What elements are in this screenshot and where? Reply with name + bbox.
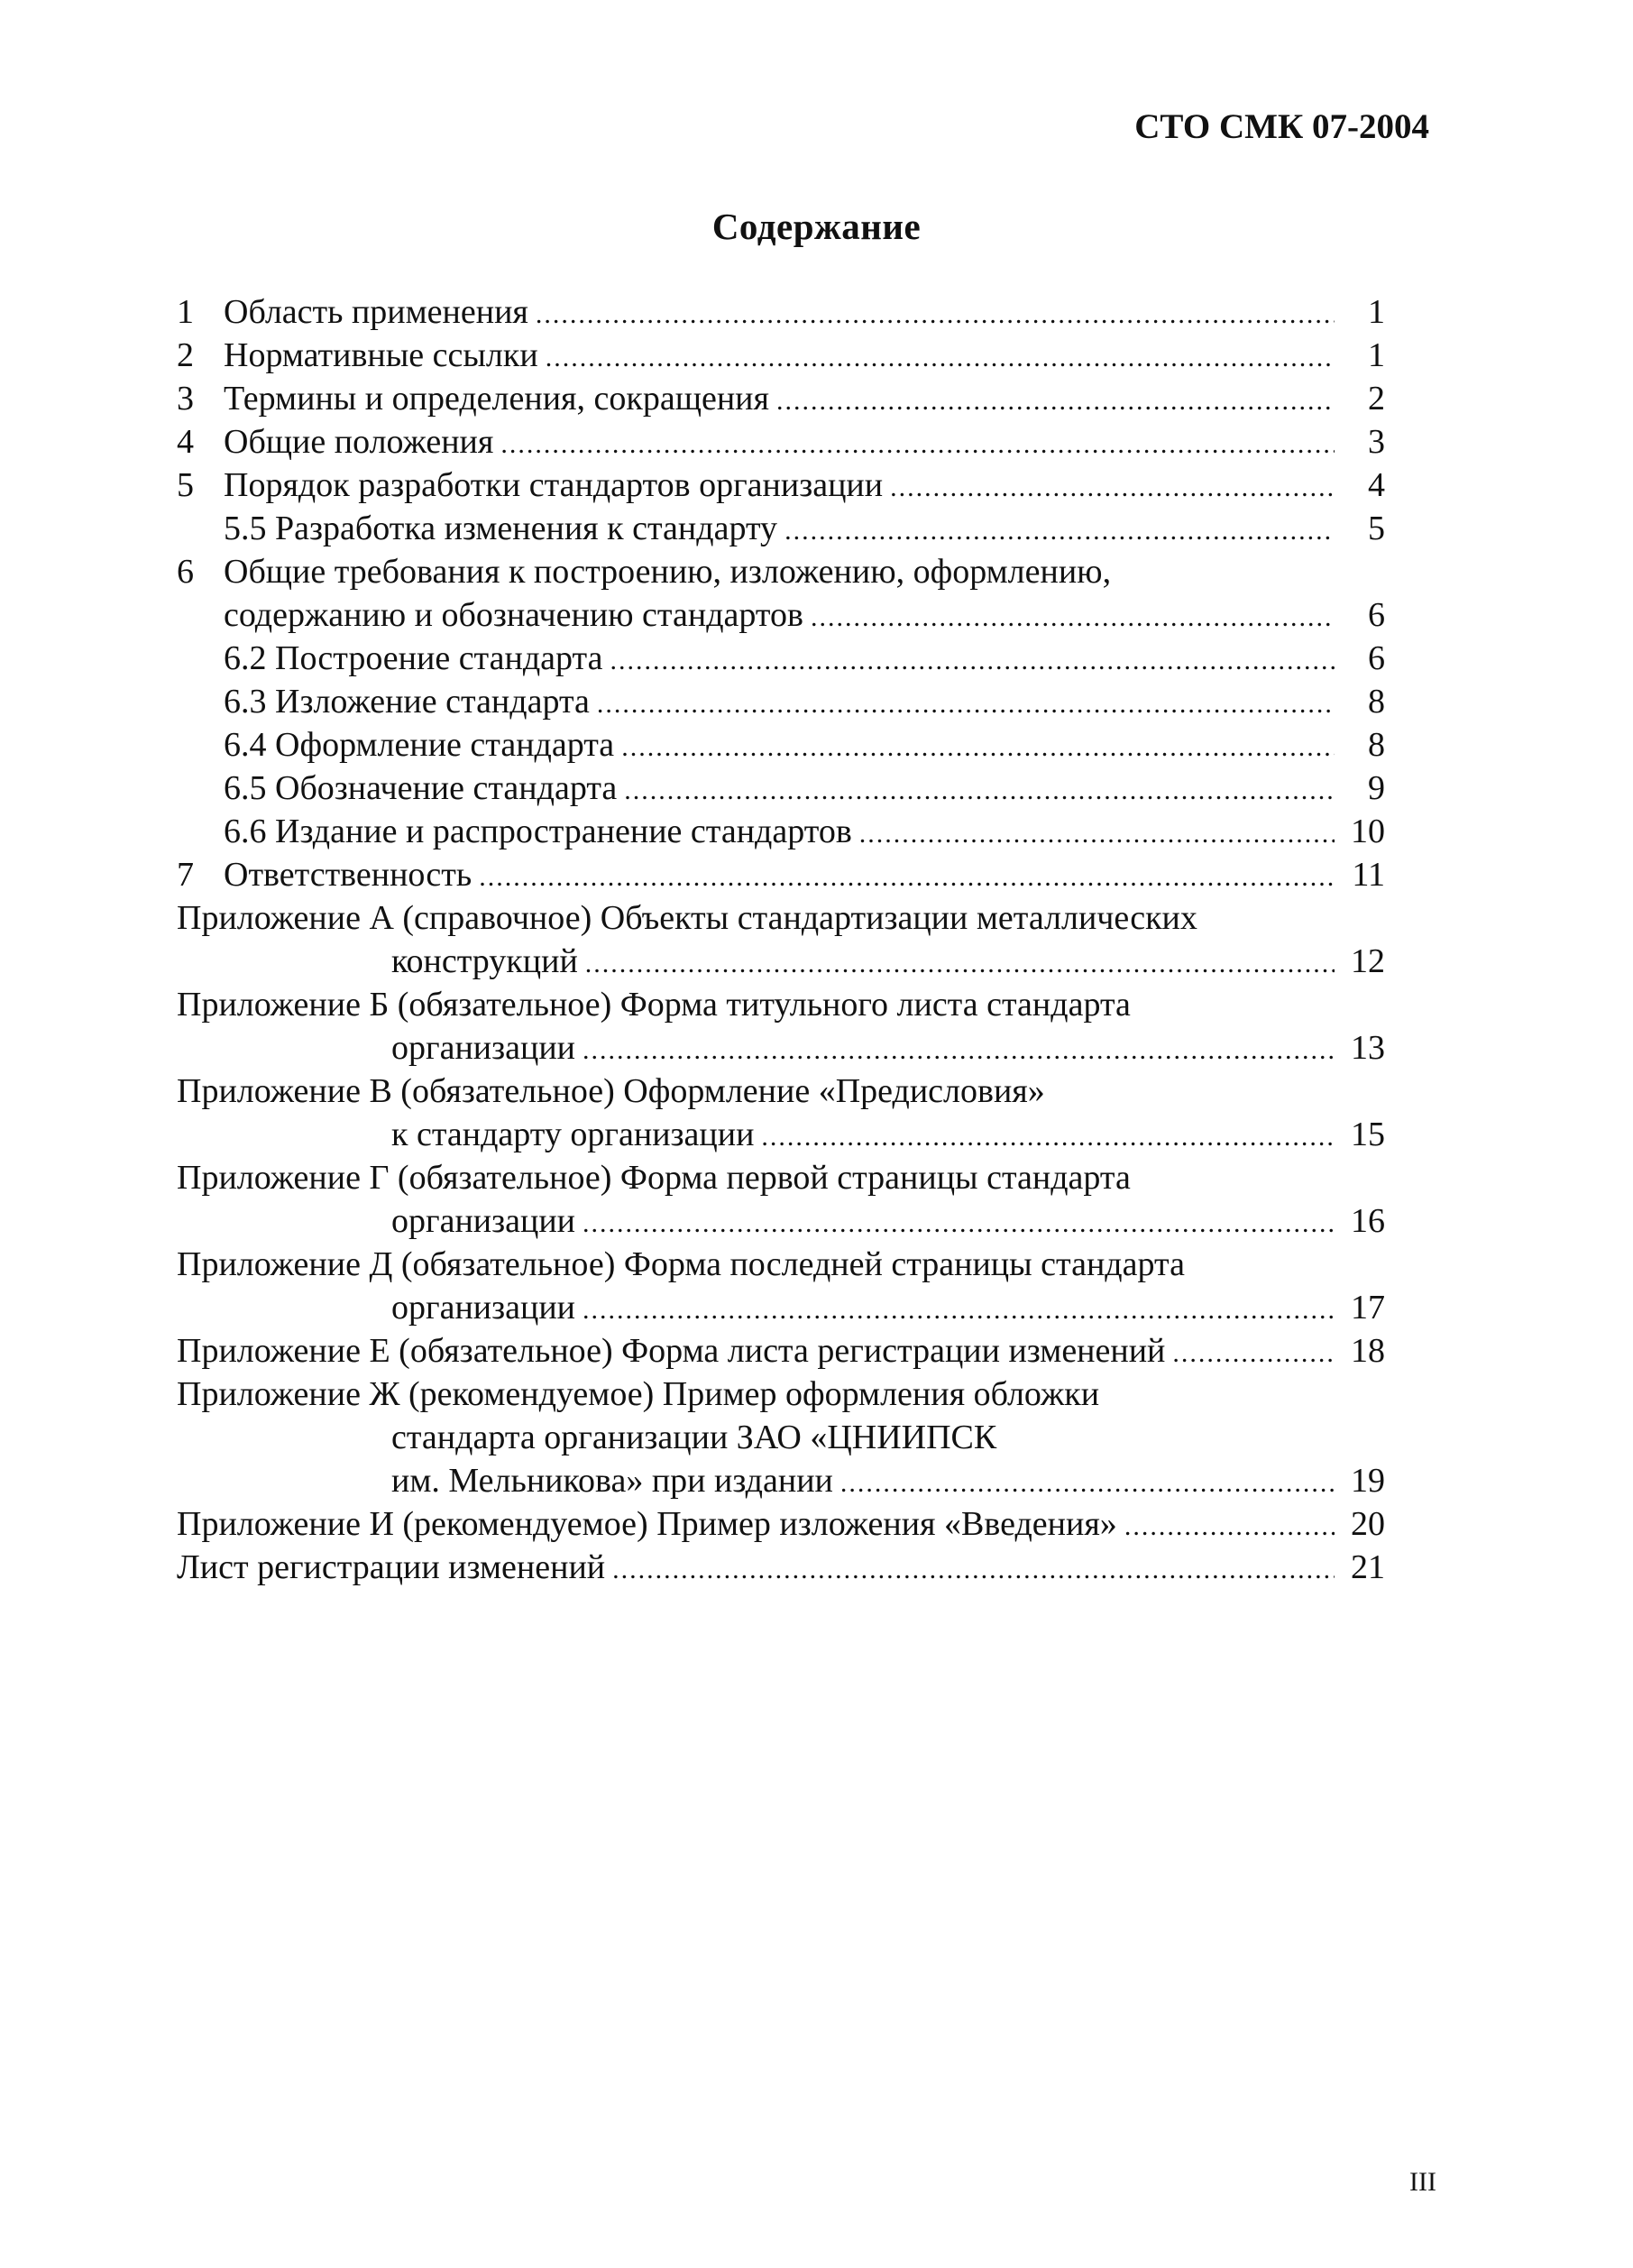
- toc-entry-page: 11: [1352, 856, 1385, 894]
- toc-entry: [177, 1243, 1385, 1286]
- toc-dot-leader: [624, 769, 1335, 813]
- toc-entry: [177, 334, 1385, 377]
- toc-entry: [177, 896, 1385, 940]
- toc-entry: [177, 1459, 1385, 1502]
- toc-entry-page: 12: [1351, 942, 1385, 980]
- document-code: СТО СМК 07-2004: [1134, 107, 1429, 146]
- toc-entry: [177, 1373, 1385, 1416]
- toc-entry-number: 2: [177, 336, 194, 374]
- toc-entry-title: 6.6 Издание и распространение стандартов: [224, 813, 852, 850]
- toc-dot-leader: [479, 856, 1335, 899]
- toc-dot-leader: [583, 1029, 1335, 1072]
- toc-entry: [177, 810, 1385, 853]
- toc-entry-page: 13: [1351, 1029, 1385, 1067]
- toc-entry-page: 17: [1351, 1289, 1385, 1327]
- toc-dot-leader: [612, 1548, 1335, 1592]
- toc-entry: [177, 1329, 1385, 1373]
- toc-entry: [177, 853, 1385, 896]
- toc-dot-leader: [784, 510, 1335, 553]
- toc-dot-leader: [583, 1289, 1335, 1332]
- toc-entry-title: Приложение Е (обязательное) Форма листа регистрации изменений: [177, 1332, 1166, 1370]
- toc-entry-number: 4: [177, 423, 194, 461]
- toc-entry-title: Приложение В (обязательное) Оформление «Предисловия»: [177, 1072, 1045, 1110]
- toc-entry-title: стандарта организации ЗАО «ЦНИИПСК: [391, 1419, 997, 1456]
- toc-entry: [177, 550, 1385, 593]
- toc-entry-title: Нормативные ссылки: [224, 336, 538, 374]
- toc-entry-page: 6: [1368, 639, 1385, 677]
- toc-entry-title: Приложение Ж (рекомендуемое) Пример оформления обложки: [177, 1375, 1100, 1413]
- toc-entry: [177, 723, 1385, 767]
- toc-entry-title: Область применения: [224, 293, 528, 331]
- toc-entry-page: 21: [1351, 1548, 1385, 1586]
- toc-entry: [177, 637, 1385, 680]
- toc-entry-title: организации: [391, 1029, 576, 1067]
- toc-entry: [177, 464, 1385, 507]
- toc-entry-page: 1: [1368, 336, 1385, 374]
- toc-entry-title: Ответственность: [224, 856, 472, 894]
- toc-entry: [177, 290, 1385, 334]
- toc-dot-leader: [536, 293, 1335, 336]
- toc-entry-title: Термины и определения, сокращения: [224, 380, 769, 418]
- toc-entry-title: 6.2 Построение стандарта: [224, 639, 603, 677]
- toc-dot-leader: [500, 423, 1335, 466]
- toc-entry-title: конструкций: [391, 942, 578, 980]
- toc-entry-number: 7: [177, 856, 194, 894]
- toc-entry: [177, 1113, 1385, 1156]
- toc-entry-title: Приложение А (справочное) Объекты стандартизации металлических: [177, 899, 1197, 937]
- toc-dot-leader: [621, 726, 1335, 769]
- toc-entry-page: 8: [1368, 683, 1385, 721]
- toc-entry: [177, 507, 1385, 550]
- toc-entry: [177, 1156, 1385, 1199]
- toc-dot-leader: [859, 813, 1335, 856]
- toc-entry-number: 6: [177, 553, 194, 591]
- toc-entry-title: 6.4 Оформление стандарта: [224, 726, 615, 764]
- toc-dot-leader: [583, 1202, 1335, 1245]
- toc-entry: [177, 767, 1385, 810]
- toc-entry: [177, 1026, 1385, 1070]
- toc-entry-page: 1: [1368, 293, 1385, 331]
- toc-entry: [177, 1502, 1385, 1546]
- toc-entry-page: 15: [1351, 1116, 1385, 1153]
- toc-entry-page: 8: [1368, 726, 1385, 764]
- toc-dot-leader: [546, 336, 1335, 380]
- toc-entry: [177, 983, 1385, 1026]
- toc-entry: [177, 940, 1385, 983]
- toc-entry-number: 1: [177, 293, 194, 331]
- toc-entry-title: организации: [391, 1202, 576, 1240]
- toc-entry: [177, 593, 1385, 637]
- toc-entry: [177, 1286, 1385, 1329]
- toc-entry-page: 4: [1368, 466, 1385, 504]
- toc-entry-number: 3: [177, 380, 194, 418]
- toc-entry: [177, 1199, 1385, 1243]
- toc-entry: [177, 1546, 1385, 1589]
- toc-entry-title: Приложение Г (обязательное) Форма первой страницы стандарта: [177, 1159, 1131, 1197]
- page-title: Содержание: [711, 206, 922, 247]
- toc-entry: [177, 377, 1385, 420]
- toc-dot-leader: [890, 466, 1335, 510]
- toc-entry-title: Приложение И (рекомендуемое) Пример изложения «Введения»: [177, 1505, 1117, 1543]
- toc-entry-page: 10: [1351, 813, 1385, 850]
- toc-entry-title: Общие требования к построению, изложению, оформлению,: [224, 553, 1112, 591]
- toc-entry-title: Приложение Д (обязательное) Форма последней страницы стандарта: [177, 1245, 1185, 1283]
- toc-entry: [177, 420, 1385, 464]
- toc-dot-leader: [776, 380, 1335, 423]
- toc-entry: [177, 1070, 1385, 1113]
- toc-entry-title: 6.5 Обозначение стандарта: [224, 769, 618, 807]
- toc-dot-leader: [597, 683, 1335, 726]
- toc-dot-leader: [1124, 1505, 1335, 1548]
- toc-entry-title: 6.3 Изложение стандарта: [224, 683, 590, 721]
- toc-dot-leader: [840, 1462, 1335, 1505]
- toc-entry-title: содержанию и обозначению стандартов: [224, 596, 803, 634]
- toc-entry-title: Общие положения: [224, 423, 494, 461]
- toc-dot-leader: [585, 942, 1335, 986]
- toc-entry-title: 5.5 Разработка изменения к стандарту: [224, 510, 778, 547]
- toc-entry-page: 19: [1351, 1462, 1385, 1500]
- toc-entry: [177, 680, 1385, 723]
- toc-dot-leader: [811, 596, 1335, 639]
- toc-entry-page: 20: [1351, 1505, 1385, 1543]
- toc-entry-page: 3: [1368, 423, 1385, 461]
- toc-entry-page: 18: [1351, 1332, 1385, 1370]
- toc-entry-title: Лист регистрации изменений: [177, 1548, 606, 1586]
- toc-dot-leader: [1172, 1332, 1335, 1375]
- toc-entry-title: им. Мельникова» при издании: [391, 1462, 833, 1500]
- toc-entry-title: Приложение Б (обязательное) Форма титульного листа стандарта: [177, 986, 1131, 1024]
- toc-entry-page: 2: [1368, 380, 1385, 418]
- toc-entry-title: к стандарту организации: [391, 1116, 755, 1153]
- toc-dot-leader: [761, 1116, 1335, 1159]
- toc-entry: [177, 1416, 1385, 1459]
- toc-entry-title: организации: [391, 1289, 576, 1327]
- toc-entry-number: 5: [177, 466, 194, 504]
- toc-entry-page: 6: [1368, 596, 1385, 634]
- toc-entry-page: 16: [1351, 1202, 1385, 1240]
- table-of-contents: [177, 290, 1385, 1589]
- page-number: III: [1409, 2167, 1436, 2197]
- toc-entry-page: 9: [1368, 769, 1385, 807]
- toc-entry-page: 5: [1368, 510, 1385, 547]
- toc-dot-leader: [610, 639, 1335, 683]
- toc-entry-title: Порядок разработки стандартов организации: [224, 466, 884, 504]
